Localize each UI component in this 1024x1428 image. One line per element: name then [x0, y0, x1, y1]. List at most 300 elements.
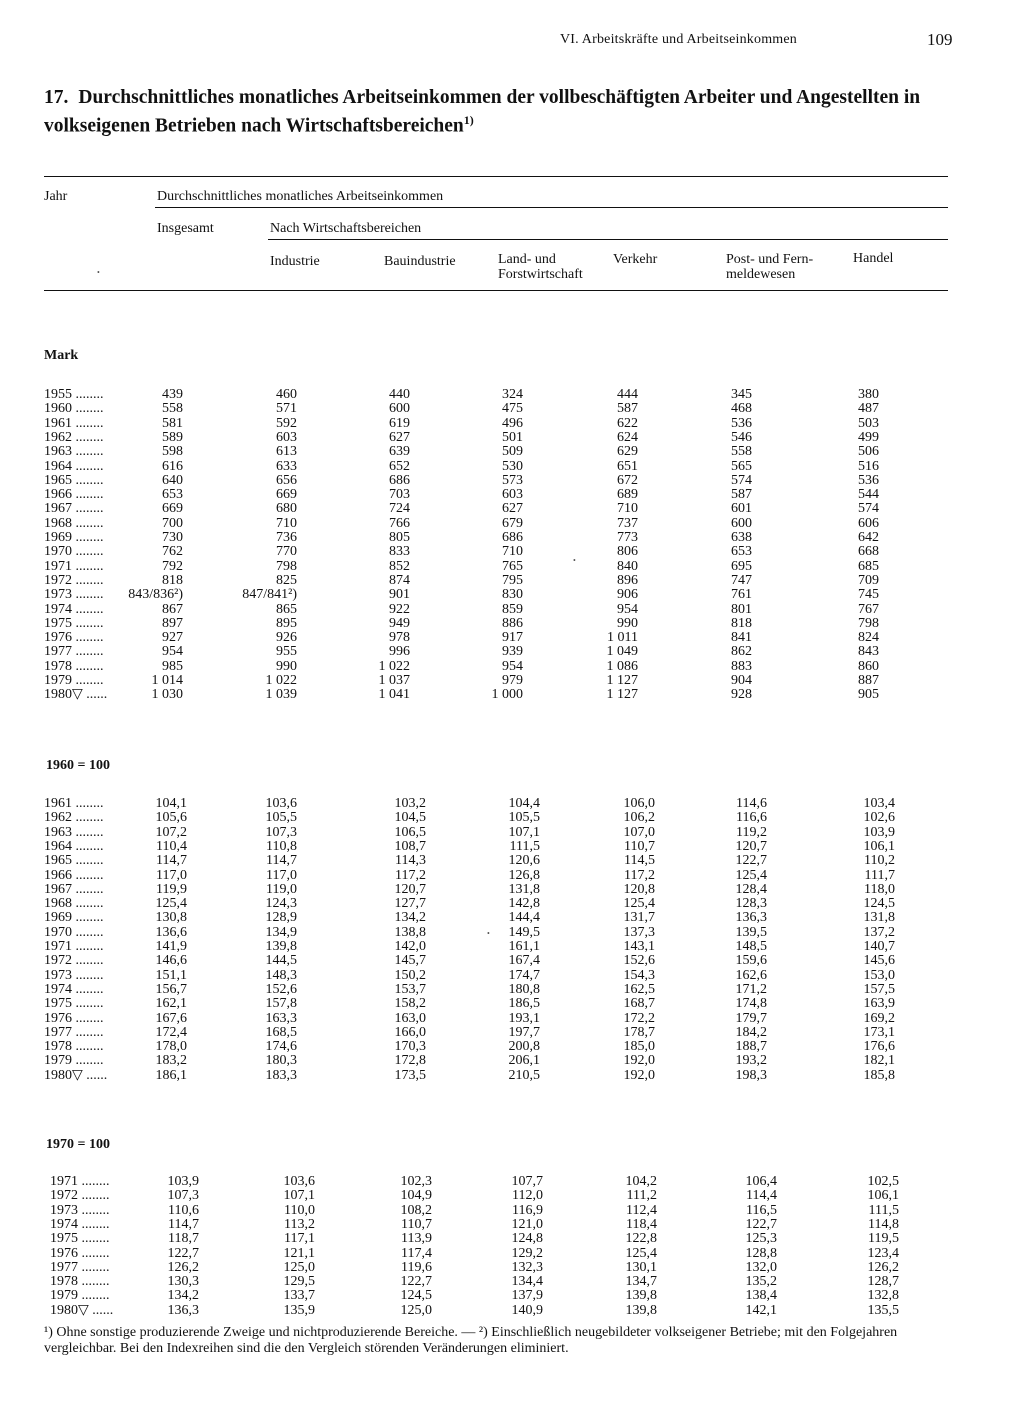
table-row — [0, 826, 1024, 840]
cell-verkehr: 120,8 — [623, 881, 655, 897]
cell-handel: 131,8 — [863, 910, 895, 926]
cell-handel: 499 — [858, 429, 879, 445]
cell-handel: 114,8 — [868, 1216, 899, 1232]
cell-industrie: 139,8 — [265, 939, 297, 954]
cell-bauindustrie: 108,2 — [400, 1202, 432, 1218]
cell-verkehr: 114,5 — [624, 853, 655, 869]
cell-year: 1965 ........ — [44, 853, 104, 869]
cell-insgesamt: 598 — [162, 444, 183, 460]
cell-year: 1975 ........ — [44, 996, 104, 1012]
cell-handel: 544 — [858, 487, 879, 503]
cell-industrie: 124,3 — [265, 896, 297, 912]
cell-industrie: 110,0 — [284, 1202, 315, 1218]
cell-industrie: 613 — [276, 444, 297, 460]
cell-industrie: 865 — [276, 601, 297, 617]
cell-year: 1968 ........ — [44, 896, 104, 912]
cell-land-forst: 206,1 — [508, 1053, 540, 1069]
cell-year: 1970 ........ — [44, 924, 104, 940]
table-row — [0, 617, 1024, 631]
cell-insgesamt: 178,0 — [155, 1039, 187, 1055]
header-insgesamt: Insgesamt — [157, 221, 214, 236]
table-row — [0, 1304, 1024, 1318]
cell-verkehr: 629 — [617, 444, 638, 460]
cell-insgesamt: 1 030 — [151, 687, 183, 703]
cell-handel: 106,1 — [867, 1188, 899, 1204]
cell-bauindustrie: 127,7 — [394, 896, 426, 912]
section-label: 1960 = 100 — [46, 758, 110, 773]
cell-bauindustrie: 150,2 — [394, 967, 426, 983]
cell-industrie: 926 — [276, 630, 297, 646]
cell-insgesamt: 183,2 — [155, 1053, 187, 1069]
cell-post-fern: 116,5 — [746, 1202, 777, 1218]
cell-land-forst: 686 — [502, 530, 523, 545]
cell-insgesamt: 122,7 — [167, 1245, 199, 1261]
cell-post-fern: 106,4 — [745, 1174, 777, 1189]
cell-handel: 905 — [858, 687, 879, 703]
header-land-line1: Land- und — [498, 252, 556, 267]
table-row — [0, 517, 1024, 531]
table-row — [0, 840, 1024, 854]
cell-insgesamt: 954 — [162, 644, 183, 660]
cell-industrie: 680 — [276, 501, 297, 517]
cell-insgesamt: 792 — [162, 558, 183, 574]
cell-verkehr: 107,0 — [623, 824, 655, 840]
cell-bauindustrie: 120,7 — [394, 881, 426, 897]
cell-post-fern: 122,7 — [745, 1216, 777, 1232]
cell-bauindustrie: 173,5 — [394, 1067, 426, 1083]
cell-year: 1955 ........ — [44, 387, 104, 402]
cell-handel: 137,2 — [863, 924, 895, 940]
table-row — [0, 588, 1024, 602]
cell-handel: 111,5 — [868, 1202, 899, 1218]
cell-handel: 860 — [858, 658, 879, 674]
cell-verkehr: 990 — [617, 615, 638, 631]
cell-industrie: 117,0 — [266, 867, 297, 883]
cell-insgesamt: 558 — [162, 401, 183, 417]
cell-bauindustrie: 703 — [389, 487, 410, 503]
cell-post-fern: 119,2 — [736, 824, 767, 840]
cell-insgesamt: 114,7 — [156, 853, 187, 869]
table-row — [0, 574, 1024, 588]
cell-land-forst: 324 — [502, 387, 523, 402]
cell-insgesamt: 146,6 — [155, 953, 187, 969]
cell-industrie: 148,3 — [265, 967, 297, 983]
cell-post-fern: 162,6 — [735, 967, 767, 983]
cell-year: 1967 ........ — [44, 881, 104, 897]
cell-post-fern: 653 — [731, 544, 752, 560]
cell-handel: 642 — [858, 530, 879, 545]
table-row — [0, 531, 1024, 545]
cell-bauindustrie: 639 — [389, 444, 410, 460]
cell-bauindustrie: 949 — [389, 615, 410, 631]
cell-post-fern: 138,4 — [745, 1288, 777, 1304]
table-row — [0, 388, 1024, 402]
cell-industrie: 770 — [276, 544, 297, 560]
cell-post-fern: 600 — [731, 515, 752, 531]
cell-year: 1978 ........ — [44, 1039, 104, 1055]
cell-insgesamt: 640 — [162, 472, 183, 488]
cell-post-fern: 546 — [731, 429, 752, 445]
cell-handel: 123,4 — [867, 1245, 899, 1261]
table-row — [0, 1012, 1024, 1026]
table-row — [0, 1204, 1024, 1218]
cell-verkehr: 130,1 — [625, 1259, 657, 1275]
cell-land-forst: 142,8 — [508, 896, 540, 912]
cell-insgesamt: 700 — [162, 515, 183, 531]
cell-bauindustrie: 978 — [389, 630, 410, 646]
table-row — [0, 883, 1024, 897]
table-row — [0, 1275, 1024, 1289]
cell-industrie: 113,2 — [284, 1216, 315, 1232]
cell-insgesamt: 1 014 — [151, 673, 183, 688]
cell-post-fern: 574 — [731, 472, 752, 488]
cell-insgesamt: 136,3 — [167, 1302, 199, 1318]
cell-handel: 745 — [858, 587, 879, 603]
cell-insgesamt: 927 — [162, 630, 183, 646]
cell-post-fern: 135,2 — [745, 1274, 777, 1290]
cell-handel: 110,2 — [864, 853, 895, 869]
cell-bauindustrie: 922 — [389, 601, 410, 617]
cell-verkehr: 689 — [617, 487, 638, 503]
cell-verkehr: 1 049 — [606, 644, 638, 660]
cell-verkehr: 122,8 — [625, 1231, 657, 1247]
cell-insgesamt: 118,7 — [168, 1231, 199, 1247]
cell-industrie: 105,5 — [265, 810, 297, 826]
cell-land-forst: 149,5 — [508, 924, 540, 940]
cell-bauindustrie: 805 — [389, 530, 410, 545]
title-footnote-mark: 1) — [463, 113, 474, 127]
table-row — [0, 1040, 1024, 1054]
cell-verkehr: 152,6 — [623, 953, 655, 969]
table-row — [0, 502, 1024, 516]
cell-handel: 103,9 — [863, 824, 895, 840]
cell-post-fern: 587 — [731, 487, 752, 503]
cell-year: 1962 ........ — [44, 429, 104, 445]
cell-year: 1967 ........ — [44, 501, 104, 517]
cell-bauindustrie: 104,9 — [400, 1188, 432, 1204]
cell-insgesamt: 172,4 — [155, 1024, 187, 1040]
cell-land-forst: 859 — [502, 601, 523, 617]
header-jahr: Jahr — [44, 189, 68, 204]
cell-land-forst: 210,5 — [508, 1067, 540, 1083]
cell-land-forst: 917 — [502, 630, 523, 646]
table-row — [0, 983, 1024, 997]
cell-year: 1966 ........ — [44, 487, 104, 503]
cell-verkehr: 139,8 — [625, 1302, 657, 1318]
cell-post-fern: 116,6 — [736, 810, 767, 826]
table-row — [0, 811, 1024, 825]
cell-land-forst: 603 — [502, 487, 523, 503]
table-row — [0, 474, 1024, 488]
cell-industrie: 174,6 — [265, 1039, 297, 1055]
cell-insgesamt: 897 — [162, 615, 183, 631]
cell-year: 1975 ........ — [50, 1231, 110, 1247]
cell-year: 1976 ........ — [44, 630, 104, 646]
cell-bauindustrie: 114,3 — [395, 853, 426, 869]
cell-land-forst: 186,5 — [508, 996, 540, 1012]
cell-industrie: 1 022 — [265, 673, 297, 688]
cell-industrie: 114,7 — [266, 853, 297, 869]
cell-post-fern: 695 — [731, 558, 752, 574]
cell-insgesamt: 162,1 — [155, 996, 187, 1012]
cell-year: 1961 ........ — [44, 415, 104, 431]
header-rule-top — [44, 176, 948, 177]
cell-handel: 843 — [858, 644, 879, 660]
table-row — [0, 560, 1024, 574]
cell-land-forst: 120,6 — [508, 853, 540, 869]
cell-land-forst: 627 — [502, 501, 523, 517]
cell-industrie: 571 — [276, 401, 297, 417]
cell-bauindustrie: 874 — [389, 572, 410, 588]
cell-year: 1963 ........ — [44, 444, 104, 460]
table-row — [0, 660, 1024, 674]
cell-verkehr: 112,4 — [626, 1202, 657, 1218]
cell-land-forst: 200,8 — [508, 1039, 540, 1055]
cell-industrie: 107,1 — [283, 1188, 315, 1204]
cell-verkehr: 1 011 — [607, 630, 638, 646]
cell-post-fern: 128,4 — [735, 881, 767, 897]
cell-insgesamt: 186,1 — [155, 1067, 187, 1083]
cell-handel: 135,5 — [867, 1302, 899, 1318]
cell-insgesamt: 985 — [162, 658, 183, 674]
cell-post-fern: 174,8 — [735, 996, 767, 1012]
cell-verkehr: 168,7 — [623, 996, 655, 1012]
cell-bauindustrie: 124,5 — [400, 1288, 432, 1304]
cell-post-fern: 125,4 — [735, 867, 767, 883]
cell-insgesamt: 867 — [162, 601, 183, 617]
cell-handel: 128,7 — [867, 1274, 899, 1290]
table-row — [0, 954, 1024, 968]
cell-year: 1961 ........ — [44, 796, 104, 811]
cell-post-fern: 171,2 — [735, 981, 767, 997]
cell-insgesamt: 110,4 — [156, 838, 187, 854]
cell-year: 1980▽ ...... — [44, 1067, 108, 1083]
cell-insgesamt: 581 — [162, 415, 183, 431]
cell-land-forst: 124,8 — [511, 1231, 543, 1247]
cell-bauindustrie: 102,3 — [400, 1174, 432, 1189]
header-bauindustrie: Bauindustrie — [384, 254, 456, 269]
cell-insgesamt: 730 — [162, 530, 183, 545]
cell-verkehr: 137,3 — [623, 924, 655, 940]
cell-insgesamt: 130,3 — [167, 1274, 199, 1290]
cell-industrie: 163,3 — [265, 1010, 297, 1026]
cell-land-forst: 126,8 — [508, 867, 540, 883]
footnote: ¹) Ohne sonstige produzierende Zweige und nichtproduzierende Bereiche. — ²) Einschließlich neugebildeter volkseigener Betriebe; mit den Folgejahren vergleichbar. Bei den Indexreihen sind die den Vergleich störenden Veränderungen eliminiert. — [44, 1325, 898, 1356]
cell-post-fern: 114,4 — [746, 1188, 777, 1204]
cell-bauindustrie: 166,0 — [394, 1024, 426, 1040]
header-durchschnitt: Durchschnittliches monatliches Arbeitseinkommen — [157, 189, 444, 204]
cell-insgesamt: 107,3 — [167, 1188, 199, 1204]
table-row — [0, 603, 1024, 617]
header-nach-bereichen: Nach Wirtschaftsbereichen — [270, 221, 422, 236]
cell-year: 1979 ........ — [50, 1288, 110, 1304]
cell-insgesamt: 151,1 — [155, 967, 187, 983]
cell-post-fern: 345 — [731, 387, 752, 402]
cell-handel: 169,2 — [863, 1010, 895, 1026]
cell-industrie: 107,3 — [265, 824, 297, 840]
cell-year: 1970 ........ — [44, 544, 104, 560]
running-head — [0, 32, 1024, 54]
cell-year: 1977 ........ — [44, 644, 104, 660]
cell-post-fern: 122,7 — [735, 853, 767, 869]
table-row — [0, 1289, 1024, 1303]
cell-bauindustrie: 158,2 — [394, 996, 426, 1012]
cell-post-fern: 883 — [731, 658, 752, 674]
cell-bauindustrie: 145,7 — [394, 953, 426, 969]
cell-year: 1972 ........ — [44, 953, 104, 969]
cell-bauindustrie: 170,3 — [394, 1039, 426, 1055]
cell-land-forst: 107,1 — [508, 824, 540, 840]
cell-verkehr: 131,7 — [623, 910, 655, 926]
table-row — [0, 997, 1024, 1011]
cell-verkehr: 624 — [617, 429, 638, 445]
cell-post-fern: 128,8 — [745, 1245, 777, 1261]
cell-industrie: 656 — [276, 472, 297, 488]
cell-insgesamt: 439 — [162, 387, 183, 402]
cell-year: 1964 ........ — [44, 458, 104, 474]
cell-industrie: 180,3 — [265, 1053, 297, 1069]
cell-handel: 173,1 — [863, 1024, 895, 1040]
cell-industrie: 895 — [276, 615, 297, 631]
cell-bauindustrie: 134,2 — [394, 910, 426, 926]
running-head-title: VI. Arbeitskräfte und Arbeitseinkommen — [560, 32, 797, 47]
cell-verkehr: 110,7 — [624, 838, 655, 854]
cell-industrie: 847/841²) — [242, 587, 297, 603]
cell-verkehr: 954 — [617, 601, 638, 617]
cell-post-fern: 747 — [731, 572, 752, 588]
cell-land-forst: 830 — [502, 587, 523, 603]
header-land-line2: Forstwirtschaft — [498, 267, 583, 282]
table-row — [0, 969, 1024, 983]
cell-insgesamt: 110,6 — [168, 1202, 199, 1218]
section-label: 1970 = 100 — [46, 1137, 110, 1152]
header-land-forst — [498, 252, 583, 282]
cell-verkehr: 143,1 — [623, 939, 655, 954]
cell-year: 1973 ........ — [50, 1202, 110, 1218]
cell-bauindustrie: 833 — [389, 544, 410, 560]
table-row — [0, 911, 1024, 925]
cell-post-fern: 136,3 — [735, 910, 767, 926]
cell-land-forst: 105,5 — [508, 810, 540, 826]
cell-handel: 798 — [858, 615, 879, 631]
cell-post-fern: 139,5 — [735, 924, 767, 940]
table-row — [0, 402, 1024, 416]
cell-year: 1968 ........ — [44, 515, 104, 531]
cell-land-forst: 939 — [502, 644, 523, 660]
cell-industrie: 134,9 — [265, 924, 297, 940]
cell-insgesamt: 130,8 — [155, 910, 187, 926]
cell-industrie: 144,5 — [265, 953, 297, 969]
cell-handel: 503 — [858, 415, 879, 431]
cell-year: 1971 ........ — [44, 939, 104, 954]
cell-verkehr: 162,5 — [623, 981, 655, 997]
table-row — [0, 545, 1024, 559]
cell-year: 1965 ........ — [44, 472, 104, 488]
cell-insgesamt: 114,7 — [168, 1216, 199, 1232]
cell-insgesamt: 141,9 — [155, 939, 187, 954]
cell-post-fern: 120,7 — [735, 838, 767, 854]
cell-land-forst: 530 — [502, 458, 523, 474]
cell-bauindustrie: 117,2 — [395, 867, 426, 883]
cell-year: 1966 ........ — [44, 867, 104, 883]
cell-insgesamt: 134,2 — [167, 1288, 199, 1304]
cell-handel: 119,5 — [868, 1231, 899, 1247]
cell-bauindustrie: 627 — [389, 429, 410, 445]
cell-verkehr: 178,7 — [623, 1024, 655, 1040]
cell-land-forst: 161,1 — [508, 939, 540, 954]
table-row — [0, 631, 1024, 645]
cell-post-fern: 142,1 — [745, 1302, 777, 1318]
cell-insgesamt: 156,7 — [155, 981, 187, 997]
cell-bauindustrie: 440 — [389, 387, 410, 402]
cell-handel: 606 — [858, 515, 879, 531]
cell-land-forst: 679 — [502, 515, 523, 531]
table-row — [0, 940, 1024, 954]
table-row — [0, 674, 1024, 688]
cell-industrie: 103,6 — [265, 796, 297, 811]
cell-handel: 163,9 — [863, 996, 895, 1012]
cell-year: 1974 ........ — [44, 981, 104, 997]
section-label: Mark — [44, 348, 79, 363]
cell-post-fern: 193,2 — [735, 1053, 767, 1069]
table-row — [0, 1026, 1024, 1040]
cell-insgesamt: 103,9 — [167, 1174, 199, 1189]
cell-handel: 668 — [858, 544, 879, 560]
cell-insgesamt: 818 — [162, 572, 183, 588]
cell-industrie: 135,9 — [283, 1302, 315, 1318]
cell-land-forst: 765 — [502, 558, 523, 574]
cell-bauindustrie: 600 — [389, 401, 410, 417]
cell-industrie: 133,7 — [283, 1288, 315, 1304]
cell-industrie: 128,9 — [265, 910, 297, 926]
cell-bauindustrie: 619 — [389, 415, 410, 431]
cell-post-fern: 862 — [731, 644, 752, 660]
cell-verkehr: 773 — [617, 530, 638, 545]
cell-industrie: 110,8 — [266, 838, 297, 854]
cell-bauindustrie: 138,8 — [394, 924, 426, 940]
cell-insgesamt: 119,9 — [156, 881, 187, 897]
cell-post-fern: 638 — [731, 530, 752, 545]
cell-bauindustrie: 153,7 — [394, 981, 426, 997]
cell-industrie: 121,1 — [283, 1245, 315, 1261]
cell-year: 1962 ........ — [44, 810, 104, 826]
cell-handel: 102,6 — [863, 810, 895, 826]
cell-year: 1979 ........ — [44, 1053, 104, 1069]
cell-bauindustrie: 125,0 — [400, 1302, 432, 1318]
header-rule-bottom — [44, 290, 948, 291]
cell-land-forst: 167,4 — [508, 953, 540, 969]
cell-handel: 516 — [858, 458, 879, 474]
cell-land-forst: 107,7 — [511, 1174, 543, 1189]
table-row — [0, 897, 1024, 911]
cell-handel: 182,1 — [863, 1053, 895, 1069]
cell-handel: 487 — [858, 401, 879, 417]
cell-handel: 380 — [858, 387, 879, 402]
cell-bauindustrie: 119,6 — [401, 1259, 432, 1275]
cell-verkehr: 587 — [617, 401, 638, 417]
table-row — [0, 1175, 1024, 1189]
cell-land-forst: 140,9 — [511, 1302, 543, 1318]
table-row — [0, 460, 1024, 474]
cell-bauindustrie: 106,5 — [394, 824, 426, 840]
cell-verkehr: 806 — [617, 544, 638, 560]
cell-bauindustrie: 766 — [389, 515, 410, 531]
cell-year: 1972 ........ — [44, 572, 104, 588]
cell-insgesamt: 589 — [162, 429, 183, 445]
cell-handel: 887 — [858, 673, 879, 688]
cell-handel: 145,6 — [863, 953, 895, 969]
cell-handel: 103,4 — [863, 796, 895, 811]
